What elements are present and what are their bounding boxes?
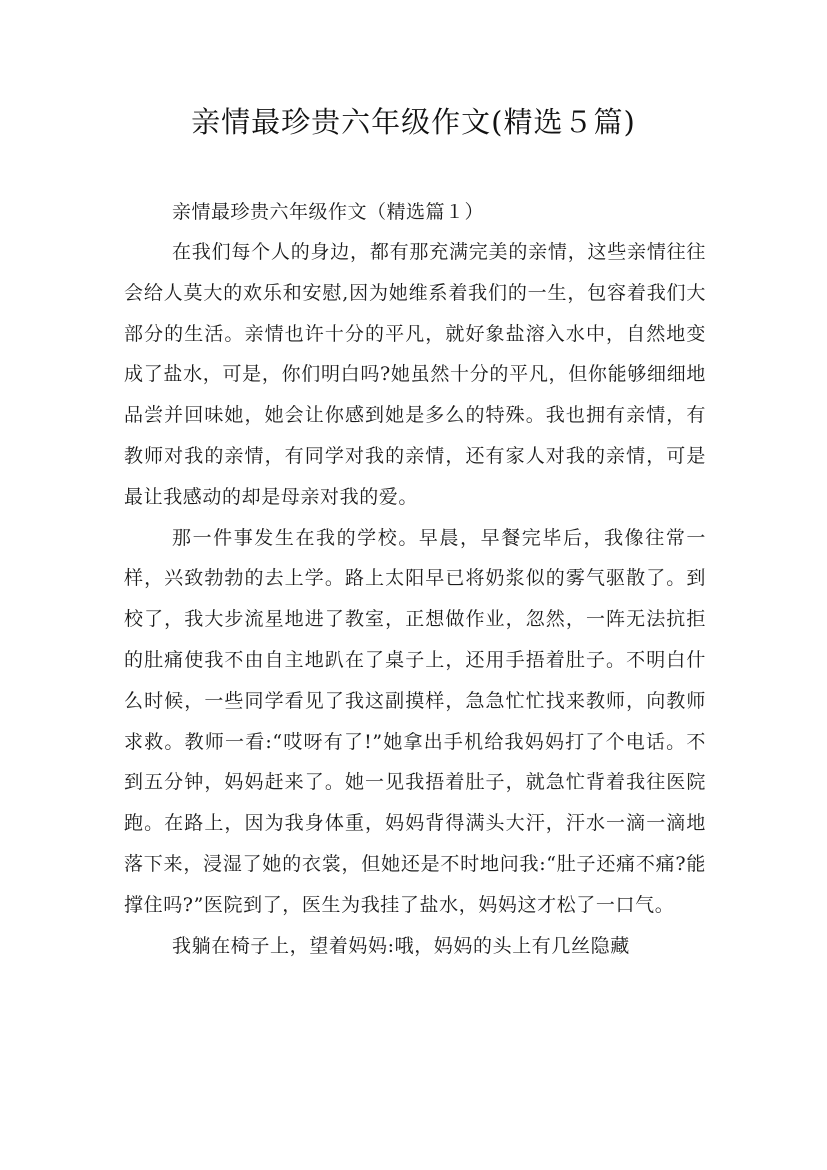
document-body xyxy=(124,192,706,966)
paragraph-3: 我躺在椅子上，望着妈妈:哦，妈妈的头上有几丝隐藏 xyxy=(172,934,630,957)
section-heading: 亲情最珍贵六年级作文（精选篇１） xyxy=(172,201,485,223)
document-title: 亲情最珍贵六年级作文(精选５篇) xyxy=(191,105,636,139)
paragraph-2: 那一件事发生在我的学校。早晨，早餐完毕后，我像往常一样，兴致勃勃的去上学。路上太阳早已将奶浆似的雾气驱散了。到校了，我大步流星地进了教室，正想做作业，忽然，一阵无法抗拒的肚痛使我不由自主地趴在了桌子上，还用手捂着肚子。不明白什么时候，一些同学看见了我这副摸样，急急忙忙找来教师，向教师求救。教师一看:“哎呀有了!”她拿出手机给我妈妈打了个电话。不到五分钟，妈妈赶来了。她一见我捂着肚子，就急忙背着我往医院跑。在路上，因为我身体重，妈妈背得满头大汗，汗水一滴一滴地落下来，浸湿了她的衣裳，但她还是不时地问我:“肚子还痛不痛?能撑住吗?”医院到了，医生为我挂了盐水，妈妈这才松了一口气。 xyxy=(124,526,706,916)
paragraph-1: 在我们每个人的身边，都有那充满完美的亲情，这些亲情往往会给人莫大的欢乐和安慰,因为她维系着我们的一生，包容着我们大部分的生活。亲情也许十分的平凡，就好象盐溶入水中，自然地变成了盐水，可是，你们明白吗?她虽然十分的平凡，但你能够细细地品尝并回味她，她会让你感到她是多么的特殊。我也拥有亲情，有教师对我的亲情，有同学对我的亲情，还有家人对我的亲情，可是最让我感动的却是母亲对我的爱。 xyxy=(124,241,706,508)
